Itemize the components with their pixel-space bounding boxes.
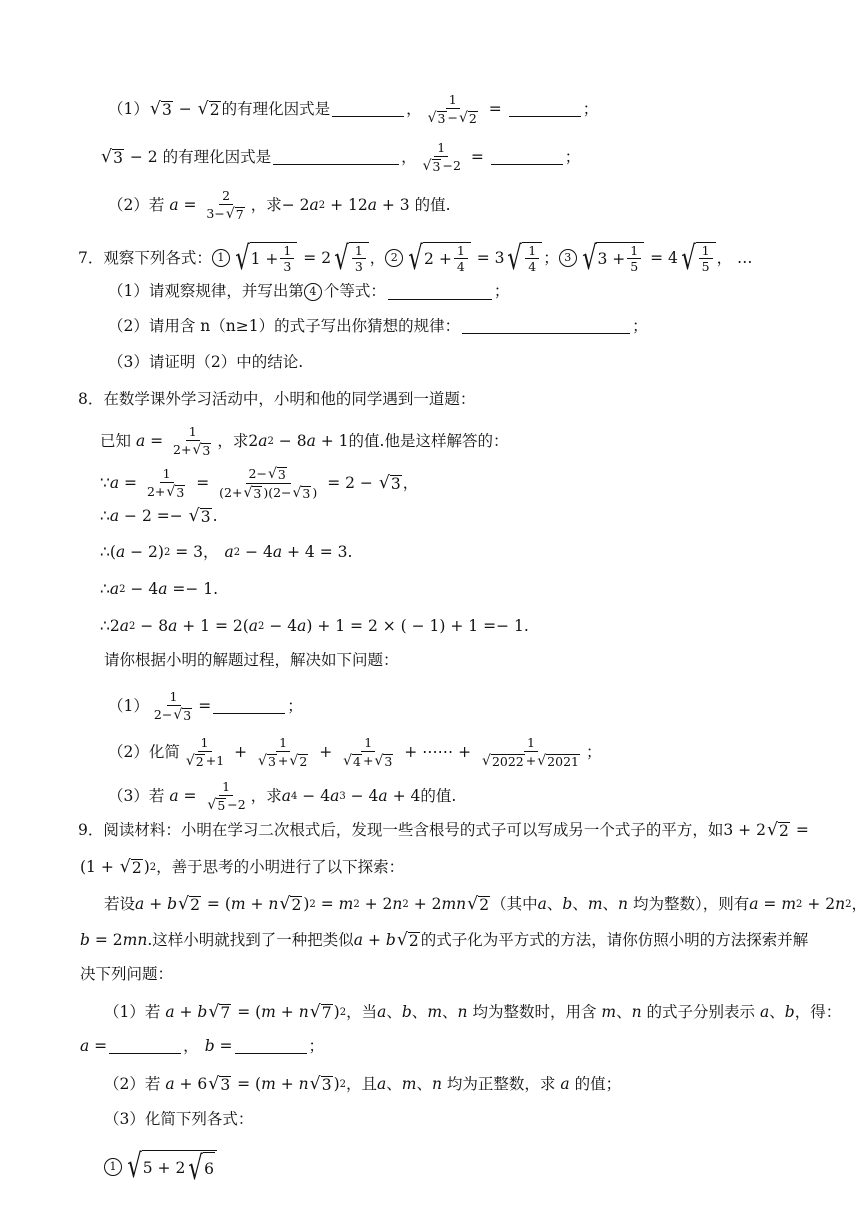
q7-s3-line: （3）请证明（2）中的结论. xyxy=(108,353,304,371)
q8-step5-line: ∴ 2 a 2 − 8 a + 1 = 2( a 2 − 4 a ) + 1 = 2 × ( − 1) + 1 =− 1 . xyxy=(100,617,529,635)
answer-blank[interactable] xyxy=(273,150,399,165)
q8-r3-line: （3）若 a = 1 √ 5 −2 ，求 a 4 − 4 a 3 − 4 a + 4 的值. xyxy=(108,779,457,813)
q6-part1-line: （1） √ 3 − √ 2 的有理化因式是 ， 1 √ 3 − √ 2 = ； xyxy=(108,92,599,126)
answer-blank[interactable] xyxy=(213,699,285,714)
q9-line3: 若设 a + b √ 2 = ( m + n √ 2 ) 2 = m 2 + 2 n 2 + 2 mn √ 2 （其中 a 、 b 、 m 、 n 均为整数），则有 a = m 2 + 2 n 2 ， xyxy=(104,894,867,914)
q6-part2-line: （2）若 a = 2 3− √ 7 ，求 − 2 a 2 + 12 a + 3 的值. xyxy=(108,188,451,222)
answer-blank[interactable] xyxy=(235,1039,307,1054)
q7-intro-line: 7． 观察下列各式： 1 √ 1 + 1 3 = 2 √ 1 3 ， 2 √ 2 + 1 4 = 3 √ 1 4 ； 3 √ 3 + 1 5 = 4 √ 1 5 ， … xyxy=(78,239,753,277)
q9-p1b-line: a = ， b = ； xyxy=(80,1037,325,1055)
q8-r1-line: （1） 1 2− √ 3 = ； xyxy=(108,689,303,723)
q8-given-line: 已知 a = 1 2+ √ 3 ，求 2 a 2 − 8 a + 1 的值.他是这样解答的： xyxy=(100,424,509,458)
answer-blank[interactable] xyxy=(462,319,630,334)
answer-blank[interactable] xyxy=(509,102,581,117)
q7-s1-line: （1）请观察规律，并写出第 4 个等式： ； xyxy=(108,282,510,301)
q8-r2-line: （2）化简 1 √ 2 +1 + 1 √ 3 + √ 2 + 1 √ 4 + √ 3 + ⋯⋯ + 1 √ 2022 + √ 2021 ； xyxy=(108,735,602,769)
q9-line5: 决下列问题： xyxy=(80,965,174,983)
q8-step4-line: ∴ a 2 − 4 a =− 1 . xyxy=(100,580,219,598)
q8-step1-line: ∵ a = 1 2+ √ 3 = 2− √ 3 (2+ √ 3 )(2− √ 3 ) = 2 − √ 3 ， xyxy=(100,465,419,501)
q9-p3-line: （3）化简下列各式： xyxy=(104,1110,254,1128)
q6-part1b-line: √ 3 − 2 的有理化因式是 ， 1 √ 3 −2 = ； xyxy=(101,140,581,174)
q7-s2-line: （2）请用含 n（n≥1）的式子写出你猜想的规律： ； xyxy=(108,317,648,335)
q8-request-line: 请你根据小明的解题过程，解决如下问题： xyxy=(104,651,399,669)
q8-step3-line: ∴ ( a − 2) 2 = 3， a 2 − 4 a + 4 = 3 . xyxy=(100,543,353,561)
q9-line1: 9． 阅读材料：小明在学习二次根式后，发现一些含根号的式子可以写成另一个式子的平方，如 3 + 2 √ 2 = xyxy=(78,820,809,840)
q9-p2-line: （2）若 a + 6 √ 3 = ( m + n √ 3 ) 2 ，且 a 、 m 、 n 均为正整数，求 a 的值； xyxy=(104,1074,622,1094)
q9-p1-line: （1）若 a + b √ 7 = ( m + n √ 7 ) 2 ，当 a 、 b 、 m 、 n 均为整数时，用含 m 、 n 的式子分别表示 a 、 b ，得： xyxy=(104,1002,842,1022)
answer-blank[interactable] xyxy=(109,1039,181,1054)
answer-blank[interactable] xyxy=(332,102,404,117)
q8-intro-line: 8． 在数学课外学习活动中，小明和他的同学遇到一道题： xyxy=(78,390,476,408)
q9-line4: b = 2 mn . 这样小明就找到了一种把类似 a + b √ 2 的式子化为平方式的方法，请你仿照小明的方法探索并解 xyxy=(80,930,809,950)
q9-line2: (1 + √ 2 ) 2 ，善于思考的小明进行了以下探索： xyxy=(80,857,405,877)
answer-blank[interactable] xyxy=(388,285,492,300)
q9-p4-line: 1 √ 5 + 2 √ 6 xyxy=(104,1150,218,1185)
answer-blank[interactable] xyxy=(491,150,563,165)
q8-step2-line: ∴ a − 2 =− √ 3 . xyxy=(100,506,218,526)
